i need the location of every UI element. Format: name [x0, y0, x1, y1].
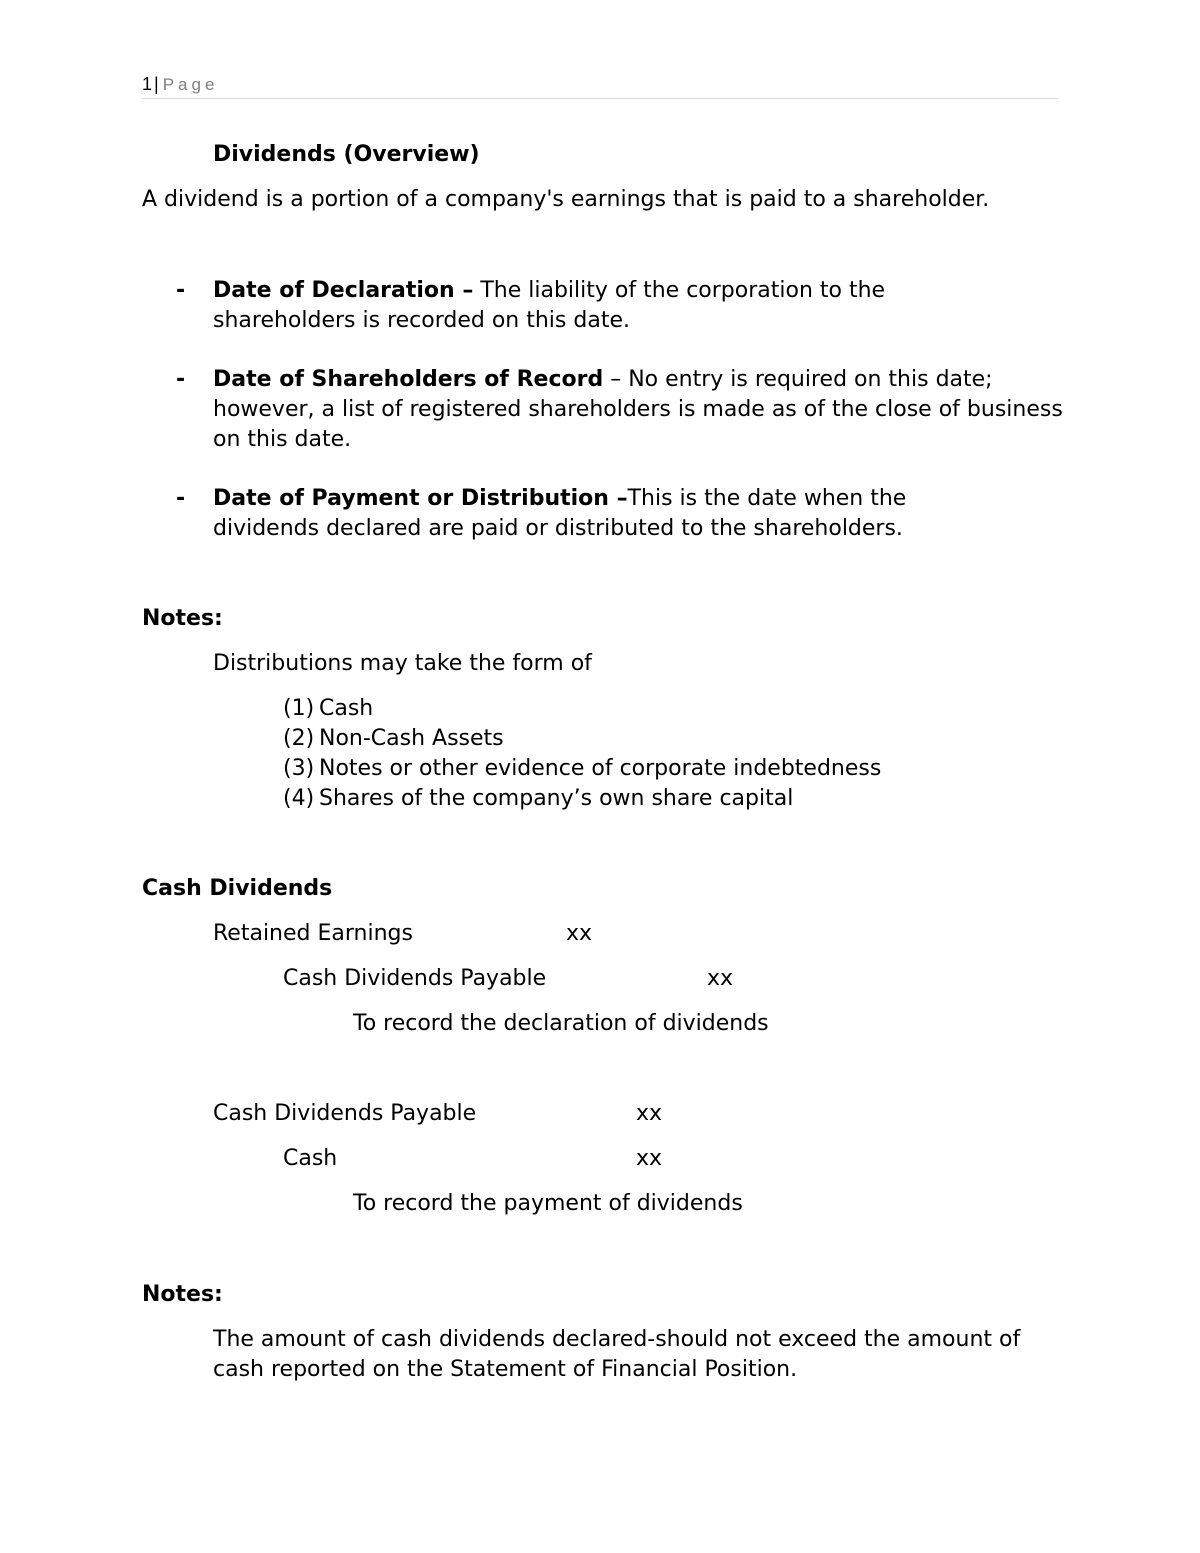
bullet-marker: -: [176, 367, 186, 392]
header-separator: |: [154, 74, 159, 94]
page-number: 1: [142, 74, 153, 94]
date-of-payment-item: [213, 484, 993, 544]
notes-paragraph: The amount of cash dividends declared-should not exceed the amount of cash reported on the Statement of Financial Position.: [213, 1327, 1021, 1382]
date-term: Date of Declaration –: [213, 278, 474, 303]
item-number: (4): [283, 786, 315, 811]
distribution-item: [283, 754, 881, 784]
page-word: Page: [162, 75, 219, 94]
notes-heading: Notes:: [142, 1282, 223, 1307]
debit-account: Cash Dividends Payable: [213, 1101, 477, 1126]
date-description: – No entry is required on this date; however, a list of registered shareholders is made as of the close of business on this date.: [213, 367, 1063, 452]
item-text: Shares of the company’s own share capital: [319, 786, 794, 811]
debit-amount: xx: [566, 921, 593, 946]
date-of-declaration-item: [213, 276, 973, 336]
item-number: (1): [283, 696, 315, 721]
debit-amount: xx: [636, 1101, 663, 1126]
credit-amount: xx: [707, 966, 734, 991]
distribution-item: [283, 784, 793, 814]
item-text: Non-Cash Assets: [319, 726, 504, 751]
date-term: Date of Shareholders of Record: [213, 367, 604, 392]
distribution-item: [283, 694, 373, 724]
entry-memo: To record the payment of dividends: [353, 1191, 743, 1216]
bullet-marker: -: [176, 486, 186, 511]
date-description: This is the date when the dividends declared are paid or distributed to the shareholders.: [213, 486, 907, 541]
debit-account: Retained Earnings: [213, 921, 413, 946]
document-title: Dividends (Overview): [213, 142, 480, 167]
date-term: Date of Payment or Distribution –: [213, 486, 628, 511]
date-of-record-item: [213, 365, 1063, 455]
item-text: Cash: [319, 696, 374, 721]
entry-memo: To record the declaration of dividends: [353, 1011, 769, 1036]
intro-paragraph: A dividend is a portion of a company's earnings that is paid to a shareholder.: [142, 187, 990, 212]
credit-amount: xx: [636, 1146, 663, 1171]
distributions-lead: Distributions may take the form of: [213, 651, 592, 676]
item-number: (2): [283, 726, 315, 751]
notes-heading: Notes:: [142, 606, 223, 631]
credit-account: Cash Dividends Payable: [283, 966, 547, 991]
item-number: (3): [283, 756, 315, 781]
cash-dividends-heading: Cash Dividends: [142, 876, 333, 901]
item-text: Notes or other evidence of corporate indebtedness: [319, 756, 882, 781]
date-description: The liability of the corporation to the shareholders is recorded on this date.: [213, 278, 886, 333]
distribution-item: [283, 724, 504, 754]
bullet-marker: -: [176, 278, 186, 303]
page-header: [142, 72, 1058, 99]
credit-account: Cash: [283, 1146, 338, 1171]
